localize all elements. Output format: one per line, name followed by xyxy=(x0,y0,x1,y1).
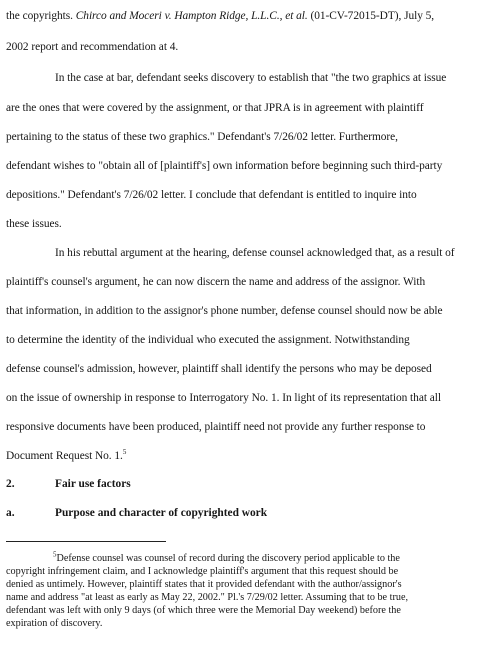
footnote-line-1 xyxy=(53,552,494,565)
body-line-5: pertaining to the status of these two graphics." Defendant's 7/26/02 letter. Furthermore, xyxy=(6,131,398,143)
footnote-ref: 5 xyxy=(122,448,127,457)
body-line-12: to determine the identity of the individual who executed the assignment. Notwithstanding xyxy=(6,334,410,346)
footnote-line-4: name and address "at least as early as May 22, 2002." Pl.'s 7/29/02 letter. Assuming that to be true, xyxy=(6,592,409,603)
body-line-10: plaintiff's counsel's argument, he can now discern the name and address of the assignor. With xyxy=(6,276,426,288)
body-line-8: these issues. xyxy=(6,218,62,230)
body-line-11: that information, in addition to the assignor's phone number, defense counsel should now be able xyxy=(6,305,443,317)
text-run: the copyrights. xyxy=(6,10,76,22)
text-run: Document Request No. 1. xyxy=(6,450,123,462)
body-line-7: depositions." Defendant's 7/26/02 letter. I conclude that defendant is entitled to inquire into xyxy=(6,189,417,201)
footnote-line-3: denied as untimely. However, plaintiff states that it provided defendant with the author/assignor's xyxy=(6,579,402,590)
heading-text: Purpose and character of copyrighted work xyxy=(55,507,268,519)
text-run: Defense counsel was counsel of record during the discovery period applicable to the xyxy=(56,553,400,564)
heading-number: 2. xyxy=(6,478,15,490)
footnote-line-6: expiration of discovery. xyxy=(6,618,103,629)
body-line-2: 2002 report and recommendation at 4. xyxy=(6,41,179,53)
footnote-divider xyxy=(6,541,166,542)
body-line-14: on the issue of ownership in response to Interrogatory No. 1. In light of its representation that all xyxy=(6,392,441,404)
footnote-line-5: defendant was left with only 9 days (of which three were the Memorial Day weekend) before the xyxy=(6,605,401,616)
body-line-3: In the case at bar, defendant seeks discovery to establish that "the two graphics at issue xyxy=(55,72,447,84)
heading-fair-use xyxy=(0,477,499,491)
body-line-6: defendant wishes to "obtain all of [plaintiff's] own information before beginning such third-party xyxy=(6,160,443,172)
heading-text: Fair use factors xyxy=(55,478,131,490)
body-line-1 xyxy=(6,9,494,23)
footnote-line-2: copyright infringement claim, and I acknowledge plaintiff's argument that this request should be xyxy=(6,566,399,577)
text-run: (01-CV-72015-DT), July 5, xyxy=(307,10,435,22)
body-line-4: are the ones that were covered by the assignment, or that JPRA is in agreement with plaintiff xyxy=(6,102,424,114)
body-line-13: defense counsel's admission, however, plaintiff shall identify the persons who may be deposed xyxy=(6,363,432,375)
heading-purpose xyxy=(0,506,499,520)
heading-number: a. xyxy=(6,507,15,519)
footnote-number: 5 xyxy=(53,550,57,559)
body-line-16 xyxy=(6,449,494,463)
body-line-15: responsive documents have been produced, plaintiff need not provide any further response to xyxy=(6,421,426,433)
body-line-9: In his rebuttal argument at the hearing, defense counsel acknowledged that, as a result of xyxy=(55,247,455,259)
case-citation: Chirco and Moceri v. Hampton Ridge, L.L.C., et al. xyxy=(75,10,308,22)
